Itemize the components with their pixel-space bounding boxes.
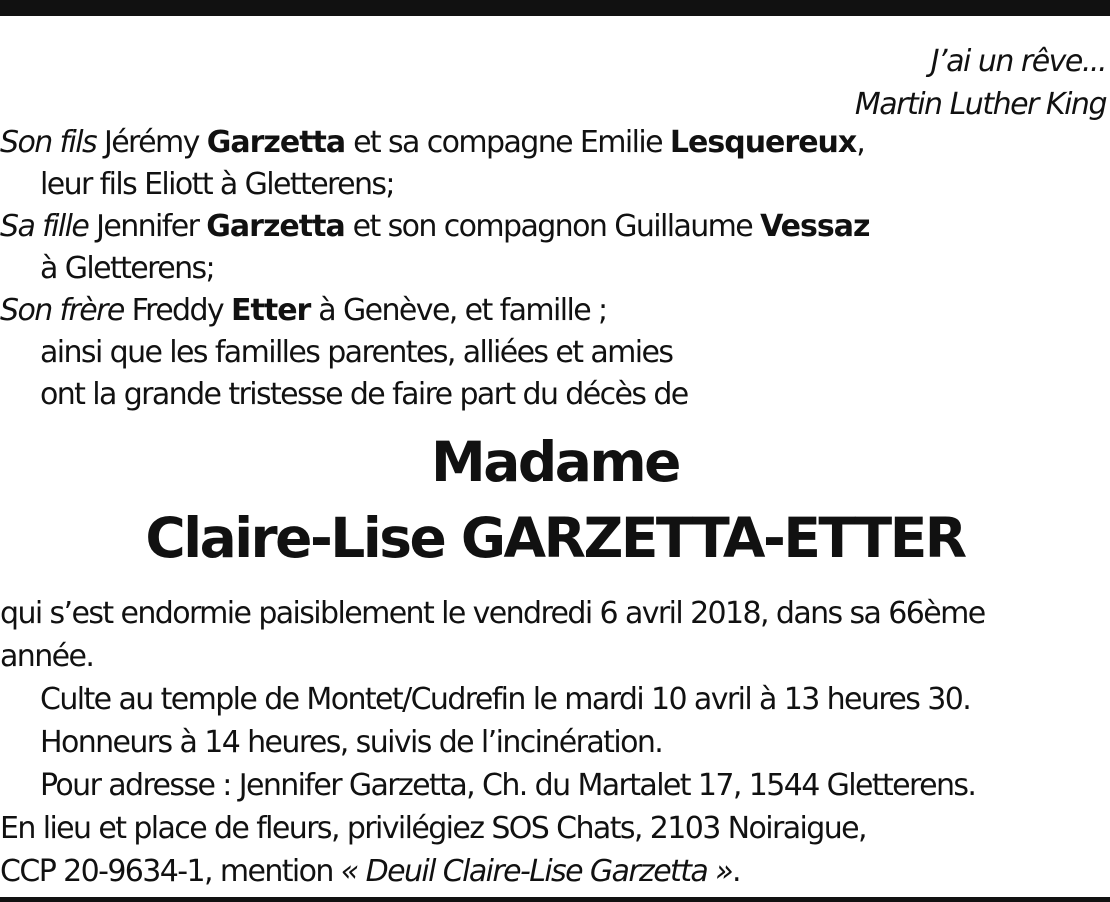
line-text: et sa compagne Emilie [353,125,662,160]
first-name: Jennifer [96,209,199,244]
deceased-title: Madame [431,430,679,494]
bottom-border-bar [0,897,1110,902]
relation-label: Sa fille [0,209,89,244]
word: avril [624,596,683,631]
service-info: Culte au temple de Montet/Cudrefin le mardi 10 avril à 13 heures 30. [40,682,971,717]
partner-surname: Lesquereux [669,125,857,160]
epigraph-quote [855,40,1106,126]
deceased-name: Claire-Lise GARZETTA-ETTER [145,506,965,570]
first-name: Freddy [131,293,224,328]
word: paisiblement [258,596,434,631]
line-end: . [732,854,740,889]
death-details [0,592,1110,893]
line-end: , [856,125,865,160]
death-sentence-end: année. [0,639,94,674]
quote-author: Martin Luther King [854,87,1106,122]
family-line-son-2: leur fils Eliott à Gletterens; [40,167,394,202]
word: 66ème [888,596,985,631]
ccp-line [0,850,1110,893]
family-line-announce: ont la grande tristesse de faire part du décès de [40,377,688,412]
word: 6 [599,596,618,631]
contact-address: Pour adresse : Jennifer Garzetta, Ch. du Martalet 17, 1544 Gletterens. [40,768,976,803]
partner-surname: Vessaz [760,209,870,244]
top-border-bar [0,0,1110,16]
flowers-note: En lieu et place de fleurs, privilégiez SOS Chats, 2103 Noiraigue, [0,811,866,846]
honours-info: Honneurs à 14 heures, suivis de l’incinération. [40,725,663,760]
family-announcement [0,122,1110,416]
word: 2018, [690,596,768,631]
relation-label: Son frère [0,293,124,328]
word: dans [775,596,842,631]
family-line-daughter-2: à Gletterens; [40,251,215,286]
first-name: Jérémy [103,125,199,160]
surname: Etter [231,293,311,328]
family-line-relatives: ainsi que les familles parentes, alliées et amies [40,335,673,370]
word: qui s’est [0,596,113,631]
relation-label: Son fils [0,125,97,160]
line-text: à Genève, et famille ; [318,293,607,328]
quote-text: J’ai un rêve... [930,44,1106,79]
ccp-account: CCP 20-9634-1, mention [0,854,333,889]
family-line-son [0,122,1110,164]
surname: Garzetta [206,125,346,160]
line-text: et son compagnon Guillaume [352,209,753,244]
word: vendredi [472,596,592,631]
family-line-daughter [0,206,1110,248]
death-sentence-line [0,592,1108,635]
surname: Garzetta [206,209,345,244]
word: sa [849,596,881,631]
deceased-name-block [0,422,1110,578]
family-line-brother [0,290,1110,332]
ccp-mention: « Deuil Claire-Lise Garzetta » [340,854,733,889]
word: le [441,596,465,631]
word: endormie [120,596,251,631]
